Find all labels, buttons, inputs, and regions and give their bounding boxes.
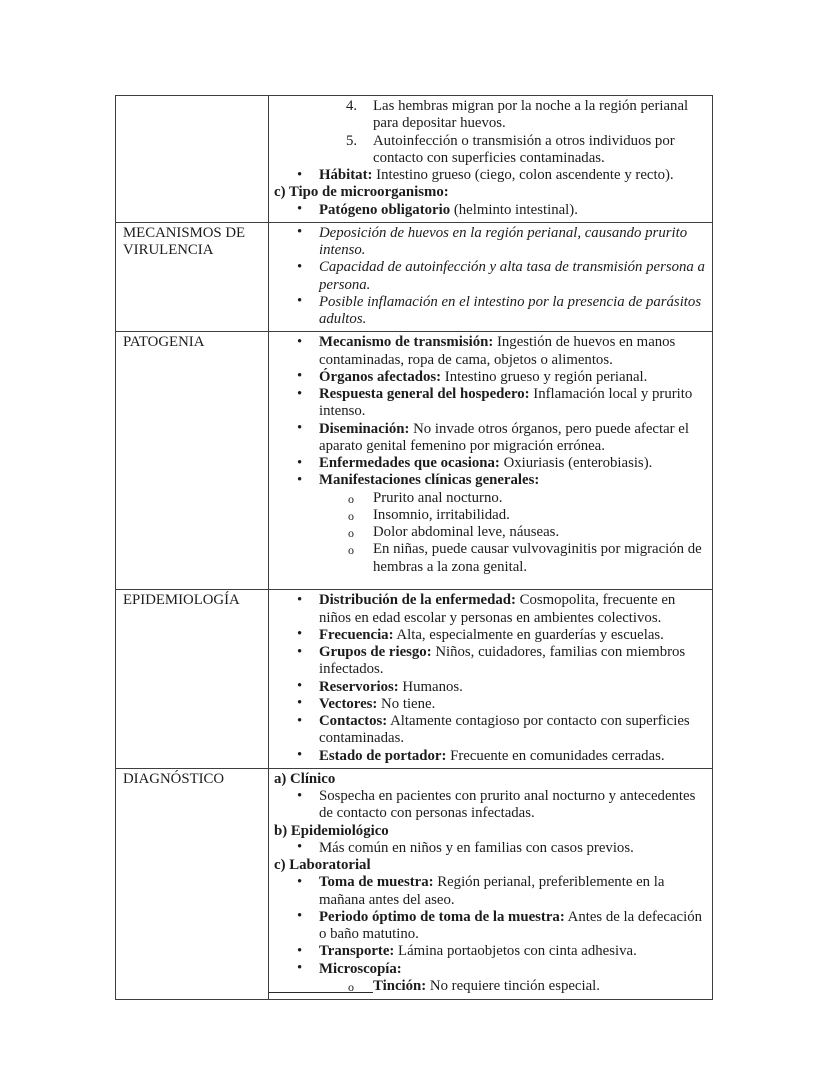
item-text: Intestino grueso y región perianal. — [444, 368, 648, 385]
item-text: Antes de la defecación o baño matutino. — [319, 908, 702, 942]
item-label: Hábitat: — [319, 167, 373, 183]
item-label: Toma de muestra: — [319, 874, 434, 891]
item-label: c) Laboratorial — [274, 857, 371, 873]
list-marker: • — [297, 420, 303, 436]
item-text: Sospecha en pacientes con prurito anal nocturno y antecedentes de contacto con personas infectadas. — [319, 788, 696, 822]
item-label: Reservorios: — [319, 678, 399, 695]
table-row — [116, 768, 713, 999]
bullet-item — [274, 369, 706, 386]
item-label: Grupos de riesgo: — [319, 644, 432, 660]
list-marker: • — [297, 591, 303, 608]
item-text: Cosmopolita, frecuente en niños en edad escolar y personas en ambientes colectivos. — [319, 592, 676, 626]
row-header-label: DIAGNÓSTICO — [123, 770, 225, 787]
list-marker: • — [297, 643, 303, 660]
bullet-item — [274, 455, 706, 472]
bullet-item — [274, 644, 706, 679]
bullet-item — [274, 225, 706, 260]
item-label: Diseminación: — [319, 420, 410, 437]
bullet-item — [274, 696, 706, 713]
item-label: Frecuencia: — [319, 626, 394, 643]
list-marker: o — [348, 543, 354, 558]
row-header-cell — [116, 222, 269, 332]
item-text: No requiere tinción especial. — [429, 977, 600, 994]
list-marker: • — [297, 333, 303, 350]
bullet-item — [274, 627, 706, 644]
list-marker: • — [297, 787, 303, 804]
list-marker: 5. — [346, 132, 358, 149]
bullet-item — [274, 472, 706, 489]
item-label: Estado de portador: — [319, 747, 447, 764]
item-label: Manifestaciones clínicas generales: — [319, 472, 540, 489]
item-text: Prurito anal nocturno. — [373, 489, 503, 506]
list-marker: • — [297, 224, 303, 241]
list-marker: • — [297, 471, 303, 488]
section-heading — [274, 857, 706, 874]
list-marker: • — [297, 201, 303, 217]
list-marker: • — [297, 712, 303, 729]
item-label: Vectores: — [319, 695, 378, 712]
item-text: Capacidad de autoinfección y alta tasa de transmisión persona a persona. — [319, 259, 705, 293]
item-text: Inflamación local y prurito intenso. — [319, 386, 693, 420]
table-row — [116, 590, 713, 769]
item-text: Más común en niños y en familias con casos previos. — [319, 839, 634, 856]
list-marker: • — [297, 293, 303, 310]
row-content-cell — [269, 332, 713, 590]
row-header-cell — [116, 590, 269, 769]
bullet-item — [274, 943, 706, 960]
list-marker: o — [348, 491, 354, 506]
row-header-label: MECANISMOS DE VIRULENCIA — [123, 224, 246, 258]
item-label: Transporte: — [319, 943, 395, 960]
table-row — [116, 222, 713, 332]
item-label: Distribución de la enfermedad: — [319, 592, 516, 609]
row-header-cell — [116, 768, 269, 999]
list-marker: 4. — [346, 98, 358, 114]
item-text: Alta, especialmente en guarderías y escuelas. — [396, 626, 664, 643]
item-text: Lámina portaobjetos con cinta adhesiva. — [398, 943, 637, 960]
item-text: Altamente contagioso por contacto con superficies contaminadas. — [319, 713, 690, 747]
item-label: a) Clínico — [274, 770, 336, 787]
bullet-item — [274, 202, 706, 219]
section-heading — [274, 771, 706, 788]
row-content-cell — [269, 590, 713, 769]
bullet-item — [274, 961, 706, 978]
item-text: Dolor abdominal leve, náuseas. — [373, 524, 560, 540]
list-marker: • — [297, 368, 303, 385]
item-text: Niños, cuidadores, familias con miembros infectados. — [319, 644, 686, 678]
item-label: Mecanismo de transmisión: — [319, 334, 494, 351]
item-label: c) Tipo de microorganismo: — [274, 184, 449, 201]
section-heading — [274, 823, 706, 840]
row-content-cell — [269, 222, 713, 332]
section-heading — [274, 184, 706, 201]
sub-bullet-item — [274, 978, 706, 995]
item-text: Las hembras migran por la noche a la región perianal para depositar huevos. — [373, 98, 689, 132]
list-marker: • — [297, 873, 303, 890]
bullet-item — [274, 840, 706, 857]
numbered-item — [274, 98, 706, 133]
item-label: Enfermedades que ocasiona: — [319, 455, 500, 471]
bullet-item — [274, 713, 706, 748]
list-marker: • — [297, 942, 303, 959]
item-text: Oxiuriasis (enterobiasis). — [503, 455, 653, 471]
bullet-item — [274, 679, 706, 696]
item-text: (helminto intestinal). — [453, 201, 578, 218]
sub-bullet-item — [274, 490, 706, 507]
bullet-item — [274, 788, 706, 823]
bullet-item — [274, 874, 706, 909]
bullet-item — [274, 259, 706, 294]
table-row — [116, 332, 713, 590]
bullet-item — [274, 294, 706, 329]
sub-bullet-item — [274, 507, 706, 524]
bullet-item — [274, 592, 706, 627]
list-marker: • — [297, 166, 303, 183]
item-text: No invade otros órganos, pero puede afectar el aparato genital femenino por migración errónea. — [319, 420, 689, 454]
list-marker: • — [297, 960, 303, 976]
table-row — [116, 96, 713, 223]
item-text: Frecuente en comunidades cerradas. — [450, 747, 665, 764]
list-marker: • — [297, 908, 303, 925]
list-marker: o — [348, 979, 354, 994]
item-label: Tinción: — [373, 977, 427, 994]
item-text: Deposición de huevos en la región perianal, causando prurito intenso. — [319, 224, 688, 258]
list-marker: • — [297, 258, 303, 275]
item-text: Humanos. — [402, 678, 463, 695]
item-label: Órganos afectados: — [319, 368, 442, 385]
item-label: Patógeno obligatorio — [319, 201, 451, 218]
table-body — [116, 96, 713, 1000]
item-label: b) Epidemiológico — [274, 822, 389, 839]
list-marker: • — [297, 678, 303, 694]
item-text: Ingestión de huevos en manos contaminadas, ropa de cama, objetos o alimentos. — [319, 334, 676, 368]
list-marker: • — [297, 626, 303, 643]
row-content-cell — [269, 768, 713, 999]
item-label: Respuesta general del hospedero: — [319, 386, 530, 402]
list-marker: o — [348, 508, 354, 523]
list-marker: • — [297, 385, 303, 402]
item-label: Contactos: — [319, 713, 388, 729]
list-marker: • — [297, 695, 303, 712]
item-text: Insomnio, irritabilidad. — [373, 506, 510, 523]
sub-bullet-item — [274, 524, 706, 541]
row-header-label: EPIDEMIOLOGÍA — [123, 592, 240, 609]
list-marker: • — [297, 839, 303, 856]
item-text: Intestino grueso (ciego, colon ascendente y recto). — [376, 167, 674, 183]
bullet-item — [274, 421, 706, 456]
item-text: Región perianal, preferiblemente en la mañana antes del aseo. — [319, 874, 665, 908]
list-marker: o — [348, 526, 354, 540]
item-text: Posible inflamación en el intestino por la presencia de parásitos adultos. — [319, 293, 702, 327]
list-marker: • — [297, 747, 303, 763]
bullet-item — [274, 386, 706, 421]
row-header-label: PATOGENIA — [123, 334, 205, 351]
row-header-cell — [116, 332, 269, 590]
numbered-item — [274, 133, 706, 168]
parasite-info-table — [115, 95, 713, 1000]
bullet-item — [274, 334, 706, 369]
item-text: En niñas, puede causar vulvovaginitis por migración de hembras a la zona genital. — [373, 541, 702, 575]
list-marker: • — [297, 454, 303, 471]
item-text: No tiene. — [381, 695, 436, 712]
item-text: Autoinfección o transmisión a otros individuos por contacto con superficies contaminadas. — [373, 132, 675, 166]
tab-underline — [269, 992, 373, 993]
item-label: Microscopía: — [319, 960, 402, 977]
sub-bullet-item — [274, 541, 706, 576]
row-content-cell — [269, 96, 713, 223]
row-header-cell — [116, 96, 269, 223]
bullet-item — [274, 909, 706, 944]
item-label: Periodo óptimo de toma de la muestra: — [319, 908, 565, 925]
bullet-item — [274, 167, 706, 184]
bullet-item — [274, 748, 706, 765]
